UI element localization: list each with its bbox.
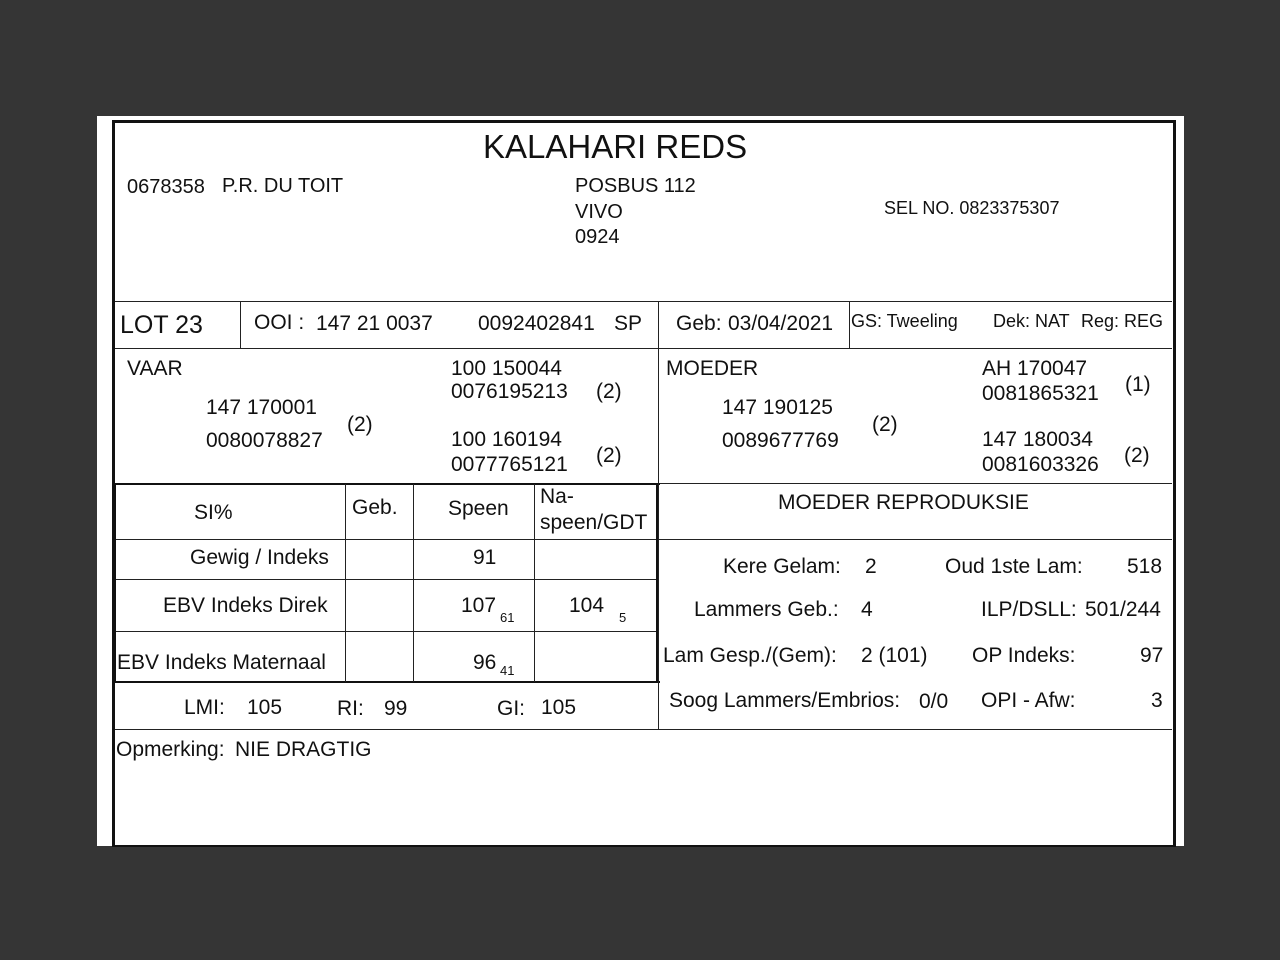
divider: [656, 484, 658, 682]
dam-dam-reg: 0081603326: [982, 453, 1099, 476]
divider: [115, 729, 1172, 730]
ooi-label: OOI :: [254, 311, 305, 334]
address-line-2: VIVO: [575, 201, 623, 223]
col-header-geb: Geb.: [352, 496, 398, 519]
sire-sire-reg: 0076195213: [451, 380, 568, 403]
ebv-direk-speen-value: 107: [461, 594, 497, 617]
sire-score: (2): [347, 413, 373, 436]
ri-label: RI:: [337, 697, 364, 720]
lam-gesp-value: 2 (101): [861, 644, 928, 667]
lammers-geb-value: 4: [861, 598, 873, 621]
ooi-reg-number: 0092402841: [478, 312, 595, 335]
sire-dam-reg: 0077765121: [451, 453, 568, 476]
dam-reg: 0089677769: [722, 429, 839, 452]
col-header-naspeen-2: speen/GDT: [540, 511, 648, 534]
row-label-ebv-maternaal: EBV Indeks Maternaal: [117, 651, 326, 674]
dam-dam-id: 147 180034: [982, 428, 1093, 451]
ebv-direk-naspeen-accuracy: 5: [619, 610, 627, 625]
lam-gesp-label: Lam Gesp./(Gem):: [663, 644, 837, 667]
divider: [115, 348, 1172, 349]
lammers-geb-label: Lammers Geb.:: [694, 598, 839, 621]
ilp-value: 501/244: [1085, 598, 1161, 621]
kere-gelam-label: Kere Gelam:: [723, 555, 841, 578]
sire-label: VAAR: [127, 357, 183, 380]
opi-label: OPI - Afw:: [981, 689, 1076, 712]
ebv-direk-speen-accuracy: 61: [500, 610, 515, 625]
sire-reg: 0080078827: [206, 429, 323, 452]
owner-id: 0678358: [127, 176, 205, 198]
address-line-1: POSBUS 112: [575, 175, 696, 197]
reg-status: Reg: REG: [1081, 311, 1164, 331]
lmi-label: LMI:: [184, 696, 225, 719]
dam-score: (2): [872, 413, 898, 436]
divider: [345, 484, 346, 682]
soog-label: Soog Lammers/Embrios:: [669, 689, 901, 712]
divider: [115, 681, 660, 683]
sire-dam-score: (2): [596, 444, 622, 467]
reproduction-title: MOEDER REPRODUKSIE: [778, 491, 1029, 514]
col-header-speen: Speen: [448, 497, 509, 520]
birth-label: Geb:: [676, 312, 722, 335]
birth-date: 03/04/2021: [728, 312, 834, 335]
gewig-speen-value: 91: [473, 546, 497, 569]
divider: [240, 301, 241, 348]
opi-value: 3: [1151, 689, 1163, 712]
gi-value: 105: [541, 696, 577, 719]
divider: [115, 631, 658, 632]
divider: [413, 484, 414, 682]
breed-title: KALAHARI REDS: [483, 128, 748, 165]
divider: [658, 301, 659, 729]
oud-lam-label: Oud 1ste Lam:: [945, 555, 1083, 578]
row-label-ebv-direk: EBV Indeks Direk: [163, 594, 328, 617]
ri-value: 99: [384, 697, 408, 720]
divider: [115, 579, 658, 580]
op-indeks-value: 97: [1140, 644, 1164, 667]
dek-status: Dek: NAT: [993, 311, 1070, 331]
dam-sire-score: (1): [1125, 373, 1151, 396]
dam-sire-reg: 0081865321: [982, 382, 1099, 405]
divider: [115, 539, 1172, 540]
kere-gelam-value: 2: [865, 555, 877, 578]
divider: [534, 484, 535, 682]
gs-status: GS: Tweeling: [851, 311, 958, 331]
address-line-3: 0924: [575, 226, 620, 248]
oud-lam-value: 518: [1127, 555, 1163, 578]
row-label-gewig: Gewig / Indeks: [190, 546, 329, 569]
owner-name: P.R. DU TOIT: [222, 175, 344, 197]
remarks-value: NIE DRAGTIG: [235, 738, 372, 761]
divider: [115, 301, 1172, 302]
lmi-value: 105: [247, 696, 283, 719]
ooi-number: 147 21 0037: [316, 312, 433, 335]
sire-dam-id: 100 160194: [451, 428, 562, 451]
dam-dam-score: (2): [1124, 444, 1150, 467]
op-indeks-label: OP Indeks:: [972, 644, 1076, 667]
divider: [660, 483, 1172, 484]
lot-number: LOT 23: [120, 311, 203, 339]
ilp-label: ILP/DSLL:: [981, 598, 1077, 621]
divider: [114, 484, 116, 682]
sire-sire-score: (2): [596, 380, 622, 403]
divider: [849, 301, 850, 348]
soog-value: 0/0: [919, 690, 949, 713]
dam-sire-id: AH 170047: [982, 357, 1088, 380]
sire-sire-id: 100 150044: [451, 357, 562, 380]
col-header-si: SI%: [194, 501, 233, 524]
dam-id: 147 190125: [722, 396, 833, 419]
sire-id: 147 170001: [206, 396, 317, 419]
ebv-maternaal-speen-accuracy: 41: [500, 663, 515, 678]
gi-label: GI:: [497, 697, 526, 720]
phone-number: SEL NO. 0823375307: [884, 198, 1060, 218]
ebv-maternaal-speen-value: 96: [473, 651, 497, 674]
dam-label: MOEDER: [666, 357, 759, 380]
ooi-grade: SP: [614, 312, 643, 335]
col-header-naspeen-1: Na-: [540, 485, 574, 508]
ebv-direk-naspeen-value: 104: [569, 594, 605, 617]
divider: [115, 483, 660, 485]
remarks-label: Opmerking:: [116, 738, 225, 761]
